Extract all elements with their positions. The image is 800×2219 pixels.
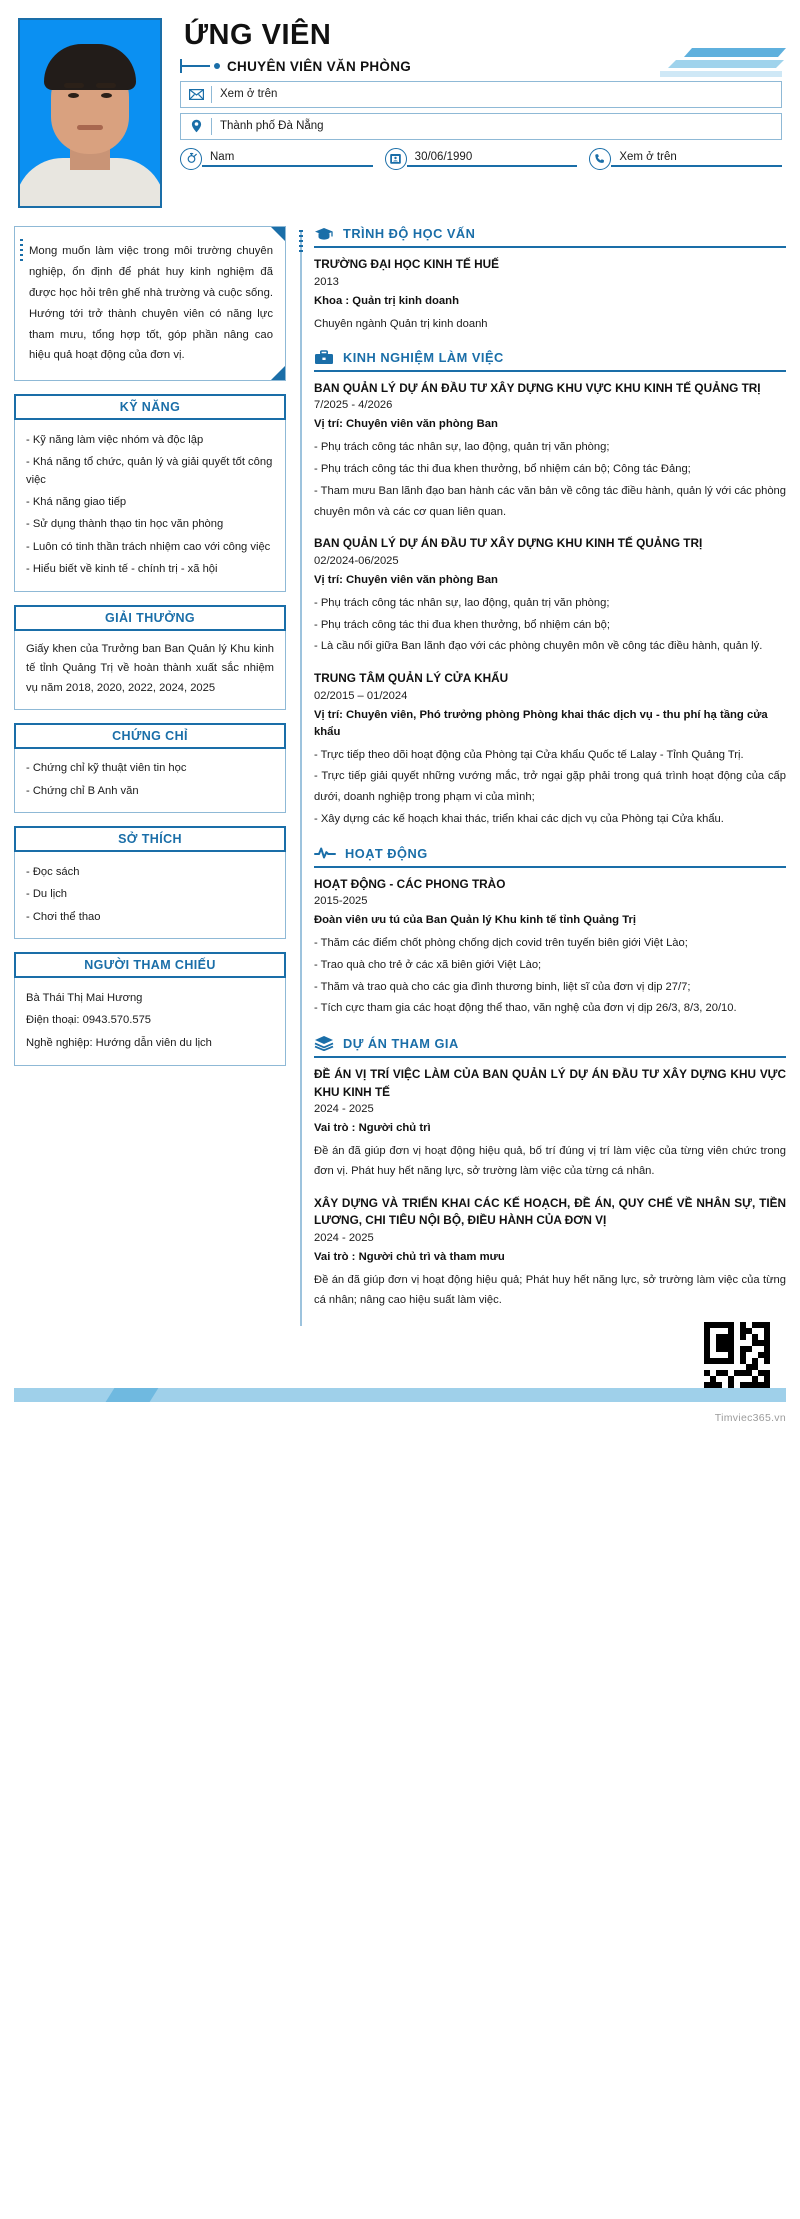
layers-icon: [314, 1035, 334, 1051]
section-header: [314, 226, 786, 246]
cv-header: [14, 10, 786, 214]
list-item: - Du lịch: [26, 888, 68, 901]
vertical-rail-decoration: [300, 230, 302, 1326]
section-rule: [314, 370, 786, 372]
avatar-photo: [20, 20, 160, 206]
job-date: 02/2024-06/2025: [314, 554, 399, 567]
section-rule: [314, 1056, 786, 1058]
job-bullet: - Tham mưu Ban lãnh đạo ban hành các văn bản về công tác điều hành, quản lý với các phòng chuyên môn và các cơ quan liên quan.: [314, 484, 786, 518]
gender-value: Nam: [202, 151, 373, 167]
contact-row-email[interactable]: [180, 81, 782, 108]
awards-text: Giấy khen của Trưởng ban Ban Quản lý Khu kinh tế tỉnh Quảng Trị về hoàn thành xuất sắc nhiệm vụ năm 2018, 2020, 2022, 2024, 2025: [26, 642, 274, 695]
project-date: 2024 - 2025: [314, 1103, 374, 1116]
experience-item: [314, 535, 786, 657]
major: Chuyên ngành Quản trị kinh doanh: [314, 317, 488, 330]
section-header: [14, 723, 286, 749]
experience-item: [314, 380, 786, 523]
location-value: Thành phố Đà Nẵng: [220, 120, 324, 133]
section-projects: [314, 1035, 786, 1310]
project-role: Vai trò : Người chủ trì và tham mưu: [314, 1251, 505, 1263]
corner-decoration-top: [271, 227, 285, 241]
experience-item: [314, 670, 786, 829]
education-year: 2013: [314, 275, 339, 288]
job-bullet: - Là cầu nối giữa Ban lãnh đạo với các phòng chuyên môn về công tác điều hành, quản lý.: [314, 640, 763, 653]
dotted-decoration: [20, 239, 23, 261]
section-header: [14, 394, 286, 420]
brand-label: Timviec365.vn: [714, 1412, 786, 1425]
section-title: CHỨNG CHỈ: [112, 728, 188, 743]
role-tick-icon: [180, 59, 214, 73]
section-header: [314, 1035, 786, 1056]
section-header: [14, 826, 286, 852]
activity-bullet: - Trao quà cho trẻ ở các xã biên giới Việt Lào;: [314, 958, 542, 971]
job-date: 02/2015 – 01/2024: [314, 689, 408, 702]
school-name: TRƯỜNG ĐẠI HỌC KINH TẾ HUẾ: [314, 257, 500, 271]
list-item: - Hiểu biết về kinh tế - chính trị - xã hội: [26, 563, 218, 575]
job-bullet: - Phụ trách công tác nhân sự, lao động, quản trị văn phòng;: [314, 441, 610, 454]
list-item: - Đọc sách: [26, 865, 80, 878]
job-bullet: - Trực tiếp giải quyết những vướng mắc, trở ngại gặp phải trong quá trình hoạt động của cấp dưới, doanh nghiệp trong phạm vi của mình;: [314, 770, 786, 804]
activity-bullet: - Tích cực tham gia các hoạt động thể thao, văn nghệ của đơn vị dịp 26/3, 8/3, 20/10.: [314, 1002, 737, 1015]
job-bullet: - Trực tiếp theo dõi hoạt động của Phòng tại Cửa khẩu Quốc tế Lalay - Tỉnh Quảng Trị.: [314, 748, 744, 761]
email-icon: [181, 89, 211, 100]
list-item: Điện thoại: 0943.570.575: [26, 1014, 152, 1027]
job-role: [180, 59, 782, 74]
gender-icon: [180, 148, 202, 170]
section-title: TRÌNH ĐỘ HỌC VẤN: [343, 226, 476, 241]
phone-value: Xem ở trên: [611, 151, 782, 167]
meta-phone[interactable]: [589, 148, 782, 170]
project-role: Vai trò : Người chủ trì: [314, 1122, 431, 1135]
section-title: NGƯỜI THAM CHIẾU: [84, 958, 216, 973]
objective-text: Mong muốn làm việc trong môi trường chuyên nghiệp, ổn định để phát huy kinh nghiệm đã được học hỏi trên ghế nhà trường và cuộc sống. Hướng tới trở thành chuyên viên có năng lực tham mưu, tổng hợp tốt, góp phần nâng cao hiệu quả hoạt động của đơn vị.: [29, 245, 273, 362]
role-dot-icon: [214, 63, 220, 69]
section-title: SỞ THÍCH: [118, 832, 182, 847]
sidebar-section-references: [14, 952, 286, 1065]
section-body: [14, 631, 286, 710]
sidebar-section-certificates: [14, 723, 286, 814]
section-experience: [314, 350, 786, 830]
section-title: HOẠT ĐỘNG: [345, 845, 428, 861]
project-date: 2024 - 2025: [314, 1232, 374, 1244]
sidebar-section-awards: [14, 605, 286, 710]
list-item: - Kỹ năng làm việc nhóm và độc lập: [26, 433, 204, 446]
meta-dob[interactable]: [385, 148, 578, 170]
project-description: Đề án đã giúp đơn vị hoạt động hiệu quả, bố trí đúng vị trí làm việc của từng viên chức trong đơn vị. Phát huy hết năng lực, sở trường làm việc của từng cá nhân.: [314, 1145, 786, 1178]
cv-footer: [14, 1344, 786, 1428]
sidebar: [14, 226, 286, 1066]
company-name: BAN QUẢN LÝ DỰ ÁN ĐẦU TƯ XÂY DỰNG KHU VỰC KHU KINH TẾ QUẢNG TRỊ: [314, 380, 761, 395]
section-title: GIẢI THƯỞNG: [104, 610, 195, 625]
list-item: - Chứng chỉ B Anh văn: [26, 784, 139, 797]
job-bullet: - Phụ trách công tác thi đua khen thưởng, bổ nhiệm cán bộ; Công tác Đảng;: [314, 463, 691, 476]
role-label: CHUYÊN VIÊN VĂN PHÒNG: [227, 58, 412, 74]
list-item: - Khá năng giao tiếp: [26, 495, 127, 508]
page-title: ỨNG VIÊN: [184, 19, 332, 51]
objective-card: [14, 226, 286, 381]
job-bullet: - Xây dựng các kế hoạch khai thác, triển khai các dịch vụ của Phòng tại Cửa khẩu.: [314, 812, 724, 825]
job-position: Vị trí: Chuyên viên văn phòng Ban: [314, 418, 498, 431]
phone-icon: [589, 148, 611, 170]
list-item: Nghề nghiệp: Hướng dẫn viên du lịch: [26, 1036, 212, 1049]
list-item: - Sử dụng thành thạo tin học văn phòng: [26, 518, 224, 531]
section-body: [14, 749, 286, 814]
project-title: XÂY DỰNG VÀ TRIỂN KHAI CÁC KẾ HOẠCH, ĐỀ ÁN, QUY CHẾ VỀ NHÂN SỰ, TIỀN LƯƠNG, CHI TIÊU NỘI BỘ, ĐIỀU HÀNH CỦA ĐƠN VỊ: [314, 1195, 786, 1228]
avatar: [18, 18, 162, 208]
list-item: - Luôn có tinh thần trách nhiệm cao với công việc: [26, 540, 271, 553]
section-header: [314, 350, 786, 370]
meta-gender[interactable]: [180, 148, 373, 170]
main-content: [300, 226, 786, 1326]
section-header: [14, 605, 286, 631]
project-item: [314, 1195, 786, 1311]
section-title: DỰ ÁN THAM GIA: [343, 1035, 459, 1051]
activity-date: 2015-2025: [314, 895, 368, 908]
section-title: KINH NGHIỆM LÀM VIỆC: [343, 349, 504, 365]
section-rule: [314, 246, 786, 248]
list-item: - Chứng chỉ kỹ thuật viên tin học: [26, 762, 187, 775]
activity-bullet: - Thăm các điểm chốt phòng chống dịch covid trên tuyến biên giới Việt Lào;: [314, 937, 688, 950]
graduation-cap-icon: [314, 227, 334, 241]
company-name: TRUNG TÂM QUẢN LÝ CỬA KHẨU: [314, 671, 509, 686]
contact-row-location[interactable]: [180, 113, 782, 140]
sidebar-section-hobbies: [14, 826, 286, 939]
job-position: Vị trí: Chuyên viên văn phòng Ban: [314, 573, 498, 586]
pulse-icon: [314, 846, 336, 860]
activity-bullet: - Thăm và trao quà cho các gia đình thương binh, liệt sĩ của đơn vị dịp 27/7;: [314, 980, 691, 993]
project-description: Đề án đã giúp đơn vị hoạt động hiệu quả; Phát huy hết năng lực, sở trường làm việc của từng cá nhân; nâng cao hiệu suất làm việc.: [314, 1273, 786, 1307]
section-activities: [314, 846, 786, 1020]
project-item: [314, 1066, 786, 1182]
footer-bar-decoration: [14, 1388, 786, 1402]
header-meta-row: [180, 148, 782, 170]
dob-value: 30/06/1990: [407, 151, 578, 167]
section-education: [314, 226, 786, 334]
job-bullet: - Phụ trách công tác nhân sự, lao động, quản trị văn phòng;: [314, 596, 610, 609]
section-body: [14, 420, 286, 592]
briefcase-icon: [314, 350, 334, 365]
job-position: Vị trí: Chuyên viên, Phó trưởng phòng Phòng khai thác dịch vụ - thu phí hạ tầng cửa khẩu: [314, 708, 768, 738]
calendar-icon: [385, 148, 407, 170]
corner-decoration-bottom: [271, 366, 285, 380]
company-name: BAN QUẢN LÝ DỰ ÁN ĐẦU TƯ XÂY DỰNG KHU KINH TẾ QUẢNG TRỊ: [314, 536, 703, 551]
list-item: Bà Thái Thị Mai Hương: [26, 991, 143, 1004]
section-body: [14, 852, 286, 939]
activity-heading: HOẠT ĐỘNG - CÁC PHONG TRÀO: [314, 876, 506, 891]
qr-code[interactable]: [704, 1322, 770, 1388]
project-title: ĐỀ ÁN VỊ TRÍ VIỆC LÀM CỦA BAN QUẢN LÝ DỰ ÁN ĐẦU TƯ XÂY DỰNG KHU VỰC KHU KINH TẾ: [314, 1067, 786, 1099]
list-item: - Khá năng tổ chức, quản lý và giải quyết tốt công việc: [26, 456, 273, 486]
email-value: Xem ở trên: [220, 88, 278, 101]
section-rule: [314, 866, 786, 868]
list-item: - Chơi thể thao: [26, 910, 101, 923]
section-header: [14, 952, 286, 978]
section-title: KỸ NĂNG: [119, 400, 181, 415]
section-body: [14, 978, 286, 1065]
job-bullet: - Phụ trách công tác thi đua khen thưởng, bổ nhiệm cán bộ;: [314, 618, 610, 631]
job-date: 7/2025 - 4/2026: [314, 399, 393, 412]
sidebar-section-skills: [14, 394, 286, 592]
location-pin-icon: [181, 119, 211, 133]
faculty: Khoa : Quản trị kinh doanh: [314, 294, 459, 307]
section-header: [314, 846, 786, 866]
activity-subheading: Đoàn viên ưu tú của Ban Quản lý Khu kinh tế tỉnh Quảng Trị: [314, 914, 637, 927]
